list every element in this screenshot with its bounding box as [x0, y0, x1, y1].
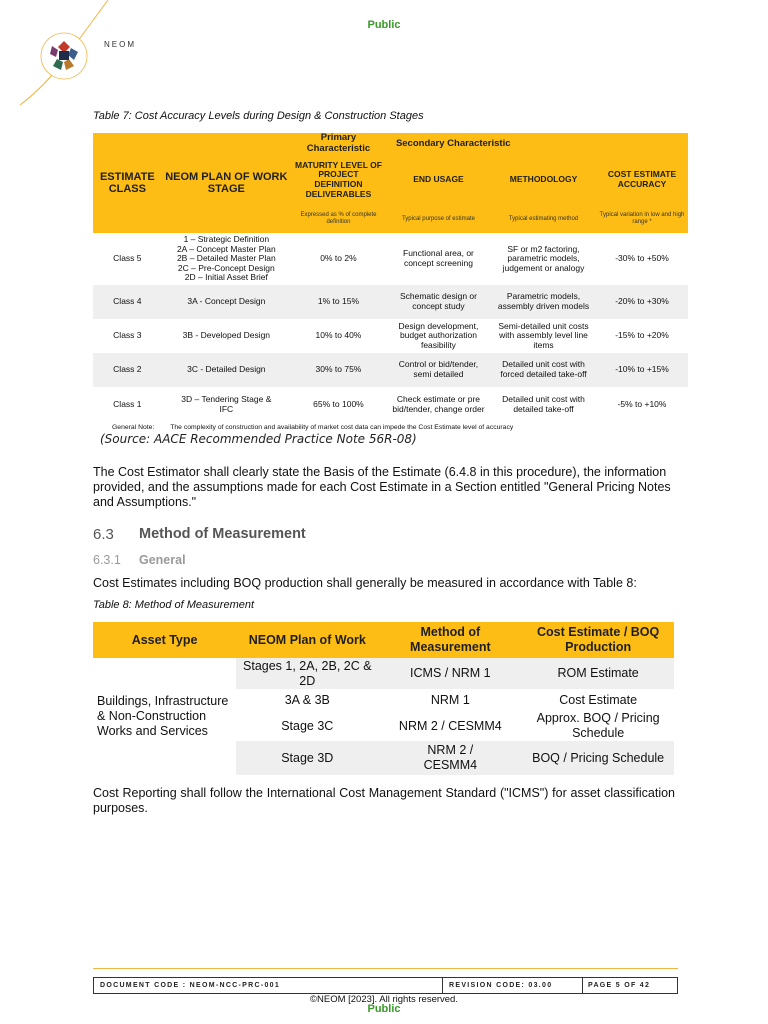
- maturity-subnote: Expressed as % of complete definition: [291, 205, 386, 233]
- source-note: (Source: AACE Recommended Practice Note 56R-08): [100, 432, 417, 446]
- accuracy-cell: -30% to +50%: [596, 233, 688, 285]
- col-end-usage: END USAGE: [386, 155, 491, 205]
- general-note: [112, 424, 513, 431]
- plan-cell: 3A & 3B: [236, 689, 378, 711]
- col-plan-stage: NEOM PLAN OF WORK STAGE: [162, 133, 291, 233]
- maturity-cell: 1% to 15%: [291, 285, 386, 319]
- estimate-class-cell: Class 4: [93, 285, 162, 319]
- stage-line: 2C – Pre-Concept Design: [177, 262, 275, 273]
- estimate-class-cell: Class 2: [93, 353, 162, 387]
- method-cell: SF or m2 factoring, parametric models, judgement or analogy: [491, 233, 596, 285]
- plan-stage-cell: 3A - Concept Design: [162, 285, 291, 319]
- stage-line: 2A – Concept Master Plan: [176, 243, 276, 254]
- table-row: [93, 353, 688, 387]
- method-of-measurement-table: [93, 622, 674, 775]
- estimate-class-cell: Class 5: [93, 233, 162, 285]
- revision-code: REVISION CODE: 03.00: [449, 982, 553, 989]
- table7-caption: Table 7: Cost Accuracy Levels during Design & Construction Stages: [93, 110, 424, 122]
- usage-cell: Functional area, or concept screening: [386, 233, 491, 285]
- subsection-number: 6.3.1: [93, 553, 121, 567]
- method-cell: NRM 1: [378, 689, 522, 711]
- product-cell: Cost Estimate: [522, 689, 674, 711]
- measurement-paragraph: Cost Estimates including BOQ production shall generally be measured in accordance with Table 8:: [93, 576, 637, 590]
- asset-type-cell: Buildings, Infrastructure & Non-Construction Works and Services: [93, 658, 236, 775]
- table-row: [93, 233, 688, 285]
- table-row: [93, 285, 688, 319]
- footer-divider: [93, 968, 678, 969]
- plan-stage-cell: [162, 233, 291, 285]
- usage-cell: Schematic design or concept study: [386, 285, 491, 319]
- table-row: [93, 319, 688, 353]
- accuracy-cell: -15% to +20%: [596, 319, 688, 353]
- col-asset-type: Asset Type: [93, 622, 236, 658]
- method-cell: Semi-detailed unit costs with assembly level line items: [491, 319, 596, 353]
- cost-reporting-paragraph: Cost Reporting shall follow the International Cost Management Standard ("ICMS") for asset classification purposes.: [93, 786, 675, 815]
- maturity-cell: 0% to 2%: [291, 233, 386, 285]
- method-cell: ICMS / NRM 1: [378, 658, 522, 689]
- neom-logo: [40, 32, 88, 80]
- accuracy-cell: -20% to +30%: [596, 285, 688, 319]
- product-cell: BOQ / Pricing Schedule: [522, 741, 674, 775]
- section-number: 6.3: [93, 526, 114, 543]
- method-cell: Detailed unit cost with forced detailed take-off: [491, 353, 596, 387]
- col-product: Cost Estimate / BOQ Production: [522, 622, 674, 658]
- col-plan-of-work: NEOM Plan of Work: [236, 622, 378, 658]
- method-cell: NRM 2 / CESMM4: [378, 711, 522, 741]
- method-cell: NRM 2 / CESMM4: [378, 741, 522, 775]
- secondary-characteristic: Secondary Characteristic: [386, 133, 688, 155]
- usage-cell: Control or bid/tender, semi detailed: [386, 353, 491, 387]
- table8-caption: Table 8: Method of Measurement: [93, 599, 255, 611]
- usage-cell: Check estimate or pre bid/tender, change order: [386, 387, 491, 423]
- col-method: Method of Measurement: [378, 622, 522, 658]
- copyright-notice: ©NEOM [2023]. All rights reserved.: [310, 994, 458, 1005]
- plan-cell: Stages 1, 2A, 2B, 2C & 2D: [236, 658, 378, 689]
- accuracy-cell: -10% to +15%: [596, 353, 688, 387]
- footer-separator: [582, 978, 583, 993]
- method-cell: Parametric models, assembly driven models: [491, 285, 596, 319]
- plan-stage-cell: 3B - Developed Design: [162, 319, 291, 353]
- footer-separator: [442, 978, 443, 993]
- table-row: [93, 387, 688, 423]
- stage-line: 2B – Detailed Master Plan: [176, 253, 276, 264]
- section-title: Method of Measurement: [139, 526, 306, 542]
- maturity-cell: 30% to 75%: [291, 353, 386, 387]
- stage-line: IFC: [219, 404, 234, 414]
- general-note-text: The complexity of construction and availability of market cost data can impede the Cost Estimate level of accuracy: [170, 424, 514, 431]
- plan-stage-cell: 3C - Detailed Design: [162, 353, 291, 387]
- col-estimate-class: ESTIMATE CLASS: [93, 133, 162, 233]
- classification-label-bottom: Public: [367, 1003, 401, 1015]
- subsection-title: General: [139, 553, 186, 567]
- general-note-label: General Note:: [112, 424, 155, 431]
- document-code: DOCUMENT CODE : NEOM-NCC-PRC-001: [100, 982, 281, 989]
- methodology-subnote: Typical estimating method: [491, 205, 596, 233]
- stage-line: 1 – Strategic Definition: [183, 234, 270, 245]
- col-methodology: METHODOLOGY: [491, 155, 596, 205]
- plan-stage-cell: [162, 387, 291, 423]
- accuracy-cell: -5% to +10%: [596, 387, 688, 423]
- end-usage-subnote: Typical purpose of estimate: [386, 205, 491, 233]
- table-row: [93, 658, 674, 689]
- maturity-cell: 10% to 40%: [291, 319, 386, 353]
- footer-document-info: [93, 977, 678, 994]
- primary-characteristic: Primary Characteristic: [291, 133, 386, 155]
- col-accuracy: COST ESTIMATE ACCURACY: [596, 155, 688, 205]
- plan-cell: Stage 3C: [236, 711, 378, 741]
- estimate-class-cell: Class 3: [93, 319, 162, 353]
- method-cell: Detailed unit cost with detailed take-off: [491, 387, 596, 423]
- plan-cell: Stage 3D: [236, 741, 378, 775]
- product-cell: Approx. BOQ / Pricing Schedule: [522, 711, 674, 741]
- basis-of-estimate-paragraph: The Cost Estimator shall clearly state the Basis of the Estimate (6.4.8 in this procedure), the information provided, and the assumptions made for each Cost Estimate in a Section entitled "General Pricing Notes and Assumptions.": [93, 465, 671, 509]
- product-cell: ROM Estimate: [522, 658, 674, 689]
- stage-line: 3D – Tendering Stage &: [181, 394, 272, 405]
- col-maturity: MATURITY LEVEL OF PROJECT DEFINITION DELIVERABLES: [291, 155, 386, 205]
- classification-label-top: Public: [367, 19, 401, 31]
- page-number: PAGE 5 OF 42: [588, 982, 651, 989]
- estimate-class-cell: Class 1: [93, 387, 162, 423]
- stage-line: 2D – Initial Asset Brief: [184, 272, 268, 283]
- accuracy-subnote: Typical variation in low and high range *: [596, 205, 688, 233]
- usage-cell: Design development, budget authorization feasibility: [386, 319, 491, 353]
- brand-wordmark: NEOM: [104, 40, 136, 49]
- cost-accuracy-table: [93, 133, 688, 423]
- maturity-cell: 65% to 100%: [291, 387, 386, 423]
